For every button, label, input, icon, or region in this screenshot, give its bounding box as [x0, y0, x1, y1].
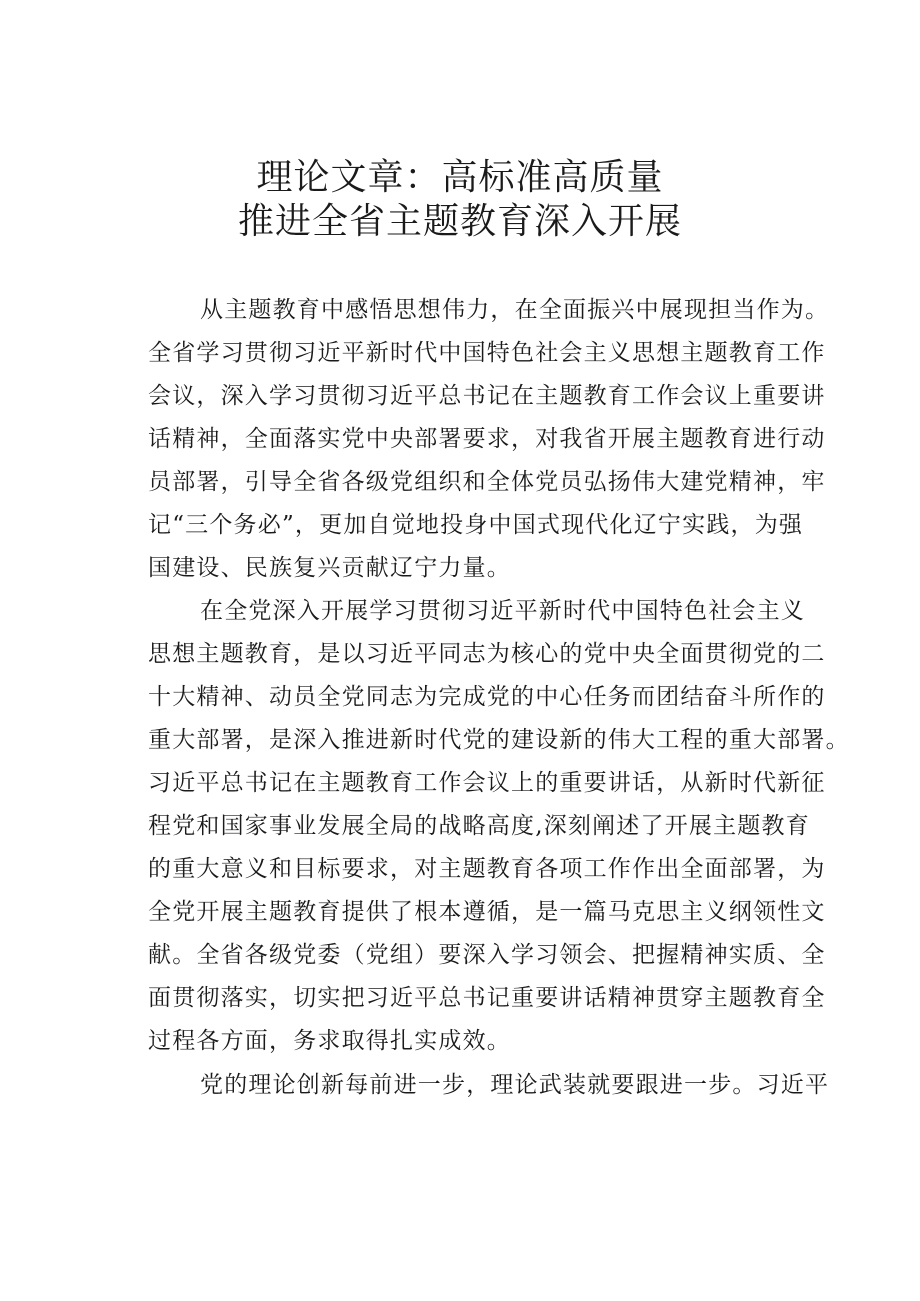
- paragraph-line: 会议，深入学习贯彻习近平总书记在主题教育工作会议上重要讲: [148, 383, 826, 409]
- document-title-line-2: 推进全省主题教育深入开展: [237, 201, 682, 242]
- paragraph-line: 的重大意义和目标要求，对主题教育各项工作作出全面部署，为: [148, 856, 826, 882]
- paragraph-line: 国建设、民族复兴贡献辽宁力量。: [148, 555, 511, 581]
- paragraph-line: 过程各方面，务求取得扎实成效。: [148, 1028, 511, 1054]
- paragraph-line: 习近平总书记在主题教育工作会议上的重要讲话，从新时代新征: [148, 770, 826, 796]
- paragraph-line: 重大部署，是深入推进新时代党的建设新的伟大工程的重大部署。: [148, 727, 850, 753]
- paragraph-line: 全省学习贯彻习近平新时代中国特色社会主义思想主题教育工作: [148, 340, 826, 366]
- paragraph-line: 献。全省各级党委（党组）要深入学习领会、把握精神实质、全: [148, 942, 826, 968]
- paragraph-line: 党的理论创新每前进一步，理论武装就要跟进一步。习近平: [200, 1072, 830, 1098]
- paragraph-line: 十大精神、动员全党同志为完成党的中心任务而团结奋斗所作的: [148, 684, 826, 710]
- paragraph-line: 从主题教育中感悟思想伟力，在全面振兴中展现担当作为。: [200, 297, 830, 323]
- paragraph-line: 程党和国家事业发展全局的战略高度,深刻阐述了开展主题教育: [148, 813, 810, 839]
- paragraph-line: 思想主题教育，是以习近平同志为核心的党中央全面贯彻党的二: [148, 641, 826, 667]
- paragraph-line: 员部署，引导全省各级党组织和全体党员弘扬伟大建党精神，牢: [148, 469, 826, 495]
- paragraph-line: 面贯彻落实，切实把习近平总书记重要讲话精神贯穿主题教育全: [148, 985, 826, 1011]
- paragraph-line: 在全党深入开展学习贯彻习近平新时代中国特色社会主义: [200, 598, 805, 624]
- paragraph-line: 话精神，全面落实党中央部署要求，对我省开展主题教育进行动: [148, 426, 826, 452]
- paragraph-line: 全党开展主题教育提供了根本遵循，是一篇马克思主义纲领性文: [148, 899, 826, 925]
- document-title-line-1: 理论文章：高标准高质量: [256, 157, 664, 198]
- paragraph-line: 记“三个务必”，更加自觉地投身中国式现代化辽宁实践，为强: [148, 512, 804, 538]
